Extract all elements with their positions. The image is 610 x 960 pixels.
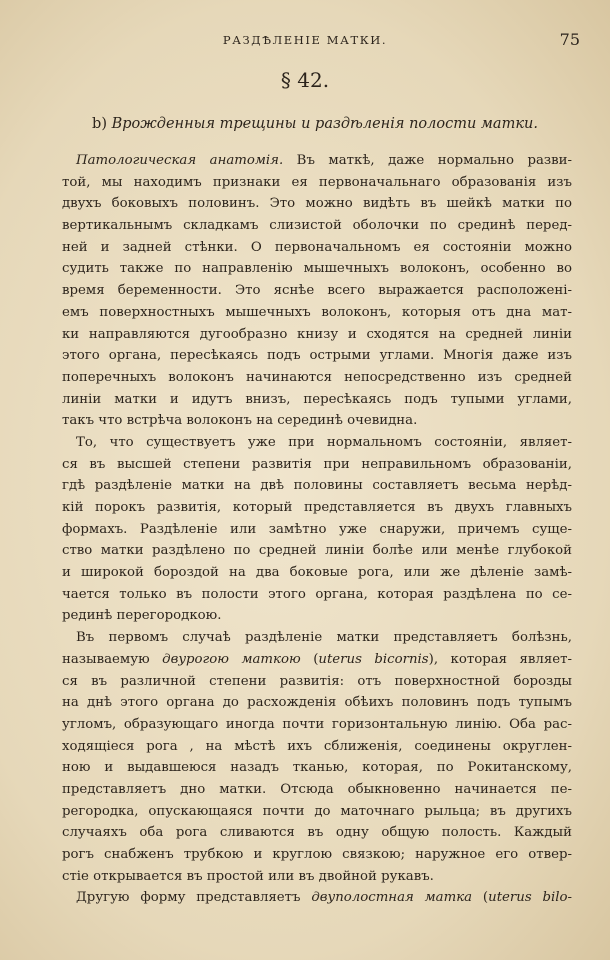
text-line: [62, 714, 572, 736]
text-line: [62, 475, 572, 497]
line-text: Въ первомъ случаѣ раздѣленіе матки представляетъ болѣзнь,: [76, 630, 572, 646]
line-text: (: [472, 890, 489, 906]
line-text: представляетъ дно матки. Отсюда обыкновенно начинается пе-: [62, 781, 572, 797]
page-number: 75: [559, 30, 580, 49]
text-line: [62, 822, 572, 844]
section-title: [70, 116, 560, 132]
text-line: [62, 584, 572, 606]
line-text: поперечныхъ волоконъ начинаются непосредственно изъ средней: [62, 369, 572, 385]
text-line: [62, 389, 572, 411]
text-line: [62, 757, 572, 779]
text-line: [62, 887, 572, 909]
text-line: [62, 215, 572, 237]
line-text: линіи матки и идутъ внизъ, пересѣкаясь подъ тупыми углами,: [62, 391, 572, 407]
text-line: [62, 605, 572, 627]
line-text: (: [300, 651, 319, 667]
text-line: [62, 280, 572, 302]
italic-text: двурогою маткою: [162, 651, 301, 667]
text-line: [62, 454, 572, 476]
line-text: ки направляются дугообразно книзу и сходятся на средней линіи: [62, 326, 572, 342]
text-line: [62, 627, 572, 649]
line-text: чается только въ полости этого органа, которая раздѣлена по се-: [62, 586, 572, 602]
text-line: [62, 866, 572, 888]
text-line: [62, 736, 572, 758]
line-text: кій порокъ развитія, который представляется въ двухъ главныхъ: [62, 500, 572, 515]
line-text: ходящіеся рога , на мѣстѣ ихъ сближенія, соединены округлен-: [62, 738, 572, 754]
line-text: на днѣ этого органа до расхожденія обѣихъ половинъ подъ тупымъ: [62, 695, 572, 711]
text-line: [62, 540, 572, 562]
italic-text: uterus bilo-: [488, 890, 572, 906]
line-text: время беременности. Это яснѣе всего выражается расположені-: [62, 283, 572, 299]
line-text: регородка, опускающаяся почти до маточнаго рыльца; въ другихъ: [62, 803, 572, 819]
text-line: [62, 779, 572, 801]
text-line: [62, 844, 572, 866]
line-text: ся въ различной степени развитія: отъ поверхностной борозды: [62, 673, 572, 689]
text-line: [62, 410, 572, 432]
text-line: [62, 302, 572, 324]
line-text: судить также по направленію мышечныхъ волоконъ, особенно во: [62, 261, 572, 277]
text-line: [62, 519, 572, 541]
line-text: стіе открывается въ простой или въ двойной рукавъ.: [62, 868, 434, 884]
text-line: [62, 258, 572, 280]
text-line: [62, 497, 572, 519]
line-text: То, что существуетъ уже при нормальномъ состояніи, являет-: [76, 434, 572, 450]
line-text: случаяхъ оба рога сливаются въ одну общую полость. Каждый: [62, 825, 572, 841]
text-line: [62, 237, 572, 259]
italic-text: Патологическая анатомія.: [76, 153, 284, 168]
line-text: ство матки раздѣлено по средней линіи болѣе или менѣе глубокой: [62, 543, 572, 559]
section-title-text: Врожденныя трещины и раздѣленія полости матки.: [111, 116, 538, 132]
line-text: гдѣ раздѣленіе матки на двѣ половины составляетъ весьма нерѣд-: [62, 478, 572, 494]
line-text: ною и выдавшеюся назадъ тканью, которая, по Рокитанскому,: [62, 760, 572, 776]
section-marker: b): [92, 116, 107, 132]
body-text: [62, 150, 572, 909]
line-text: и широкой бороздой на два боковые рога, или же дѣленіе замѣ-: [62, 565, 572, 581]
text-line: [62, 367, 572, 389]
line-text: называемую: [62, 651, 163, 667]
line-text: угломъ, образующаго иногда почти горизонтальную линію. Оба рас-: [62, 716, 572, 732]
line-text: ней и задней стѣнки. О первоначальномъ ея состояніи можно: [62, 239, 572, 255]
text-line: [62, 150, 572, 172]
italic-text: двуполостная матка: [311, 890, 473, 906]
line-text: емъ поверхностныхъ мышечныхъ волоконъ, которыя отъ дна мат-: [62, 304, 572, 320]
italic-text: uterus bicornis: [318, 651, 429, 667]
line-text: формахъ. Раздѣленіе или замѣтно уже снаружи, причемъ суще-: [62, 521, 572, 537]
section-number: § 42.: [280, 68, 330, 92]
line-text: такъ что встрѣча волоконъ на серединѣ очевидна.: [62, 413, 418, 429]
line-text: ), которая являет-: [428, 651, 572, 667]
line-text: той, мы находимъ признаки ея первоначальнаго образованія изъ: [62, 174, 572, 190]
text-line: [62, 172, 572, 194]
line-text: ся въ высшей степени развитія при неправильномъ образованіи,: [62, 456, 572, 472]
text-line: [62, 692, 572, 714]
line-text: рогъ снабженъ трубкою и круглою связкою; наружное его отвер-: [62, 847, 572, 862]
line-text: двухъ боковыхъ половинъ. Это можно видѣть въ шейкѣ матки по: [62, 196, 572, 212]
line-text: вертикальнымъ складкамъ слизистой оболочки по срединѣ перед-: [62, 218, 572, 234]
text-line: [62, 649, 572, 671]
line-text: этого органа, пересѣкаясь подъ острыми углами. Многія даже изъ: [62, 348, 572, 364]
line-text: рединѣ перегородкою.: [62, 608, 222, 624]
text-line: [62, 193, 572, 215]
line-text: Другую форму представляетъ: [76, 890, 312, 906]
text-line: [62, 324, 572, 346]
text-line: [62, 345, 572, 367]
line-text: Въ маткѣ, даже нормально разви-: [283, 153, 572, 168]
text-line: [62, 562, 572, 584]
running-head: РАЗДѢЛЕНІЕ МАТКИ.: [222, 33, 388, 47]
text-line: [62, 801, 572, 823]
text-line: [62, 671, 572, 693]
text-line: [62, 432, 572, 454]
